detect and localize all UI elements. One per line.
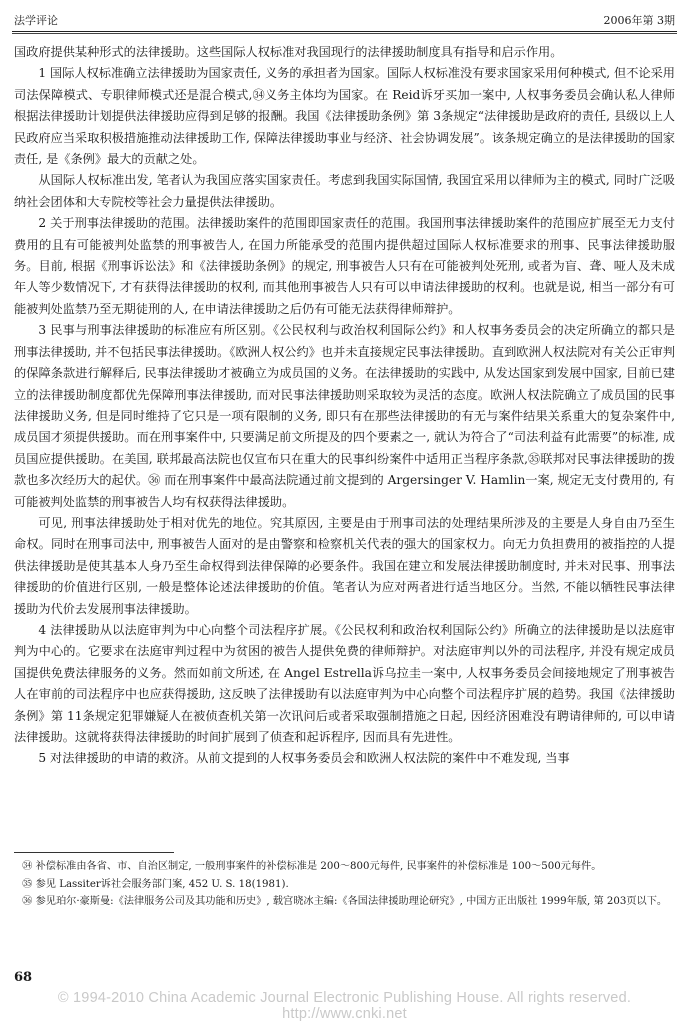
paragraph: 5 对法律援助的申请的救济。从前文提到的人权事务委员会和欧洲人权法院的案件中不难发现, 当事: [38, 751, 570, 766]
footnote: ㊱ 参见珀尔·豪斯曼:《法律服务公司及其功能和历史》, 载宫晓冰主编:《各国法律援助理论研究》, 中国方正出版社 1999年版, 第 203页以下。: [22, 896, 668, 907]
paragraph: 4 法律援助从以法庭审判为中心向整个司法程序扩展。《公民权利和政治权利国际公约》所确立的法律援助是以法庭审判为中心的。它要求在法庭审判过程中为贫困的被告人提供免费的律师辩护。对法庭审判以外的司法程序, 并没有规定成员国提供免费法律服务的义务。然而如前文所述, 在 Angel Estrella诉乌拉圭一案中, 人权事务委员会间接地规定了刑事被告人在审前的司法程序中也应获得援助, 这反映了法律援助有以法庭审判为中心向整个司法程序扩展的趋势。我国《法律援助条例》第 11条规定犯罪嫌疑人在被侦查机关第一次讯问后或者采取强制措施之日起, 因经济困难没有聘请律师的, 可以申请法律援助。这就将获得法律援助的时间扩展到了侦查和起诉程序, 因而具有先进性。: [14, 622, 675, 744]
copyright-watermark: © 1994-2010 China Academic Journal Electronic Publishing House. All rights reserved. http://www.cnki.net: [57, 990, 632, 1022]
issue-label: 2006年第 3期: [603, 14, 675, 27]
page-number: 68: [14, 970, 33, 985]
paragraph: 从国际人权标准出发, 笔者认为我国应落实国家责任。考虑到我国实际国情, 我国宜采用以律师为主的模式, 同时广泛吸纳社会团体和大专院校等社会力量提供法律援助。: [14, 173, 675, 209]
running-header: [14, 8, 675, 28]
footnote: ㉟ 参见 Lassiter诉社会服务部门案, 452 U. S. 18(1981).: [22, 878, 289, 890]
article-body: [14, 42, 675, 770]
paragraph: 国政府提供某种形式的法律援助。这些国际人权标准对我国现行的法律援助制度具有指导和启示作用。: [14, 45, 563, 59]
footnotes: [14, 858, 675, 911]
paragraph: 1 国际人权标准确立法律援助为国家责任, 义务的承担者为国家。国际人权标准没有要求国家采用何种模式, 但不论采用司法保障模式、专职律师模式还是混合模式,㉞义务主体均为国家。在 Reid诉牙买加一案中, 人权事务委员会确认私人律师根据法律援助计划提供法律援助应得到足够的报酬。我国《法律援助条例》第 3条规定“法律援助是政府的责任, 县级以上人民政府应当采取积极措施推动法律援助工作, 保障法律援助事业与经济、社会协调发展”。该条规定确立的是法律援助的国家责任, 是《条例》最大的贡献之处。: [14, 66, 675, 167]
header-rule-thin: [12, 33, 677, 34]
footnote: ㉞ 补偿标准由各省、市、自治区制定, 一般刑事案件的补偿标准是 200～800元每件, 民事案件的补偿标准是 100～500元每件。: [22, 861, 602, 872]
footnote-rule: [14, 852, 174, 853]
paragraph: 2 关于刑事法律援助的范围。法律援助案件的范围即国家责任的范围。我国刑事法律援助案件的范围应扩展至无力支付费用的且有可能被判处监禁的刑事被告人, 在国力所能承受的范围内提供超过国际人权标准要求的刑事、民事法律援助服务。目前, 根据《刑事诉讼法》和《法律援助条例》的规定, 刑事被告人只有在可能被判处死刑, 或者为盲、聋、哑人及未成年人等少数情况下, 才有获得法律援助的权利, 而其他刑事被告人只有可以申请法律援助的权利。也就是说, 相当一部分有可能被判处监禁乃至无期徒刑的人, 在申请法律援助之后仍有可能无法获得律师辩护。: [14, 216, 675, 316]
paragraph: 3 民事与刑事法律援助的标准应有所区别。《公民权利与政治权利国际公约》和人权事务委员会的决定所确立的都只是刑事法律援助, 并不包括民事法律援助。《欧洲人权公约》也并未直接规定民事法律援助。直到欧洲人权法院对有关公正审判的保障条款进行解释后, 民事法律援助才被确立为成员国的义务。在法律援助的实践中, 从发达国家到发展中国家, 目前已建立的法律援助制度都优先保障刑事法律援助, 而对民事法律援助则采取较为灵活的态度。欧洲人权法院确立了成员国的民事法律援助义务, 但是同时维持了它只是一项有限制的义务, 即只有在那些法律援助的有无与案件结果关系重大的复杂案件中, 成员国才须提供援助。而在刑事案件中, 只要满足前文所提及的四个要素之一, 就认为符合了“司法利益有此需要”的标准, 成员国应提供援助。在美国, 联邦最高法院也仅宣布只在重大的民事纠纷案件中适用正当程序条款,㉟联邦对民事法律援助的拨款也多次经历大的起伏。㊱ 而在刑事案件中最高法院通过前文提到的 Argersinger V. Hamlin一案, 规定无支付费用的, 有可能被判处监禁的刑事被告人均有权获得法律援助。: [14, 323, 675, 509]
header-rule: [12, 31, 677, 32]
journal-name: 法学评论: [14, 14, 58, 27]
paragraph: 可见, 刑事法律援助处于相对优先的地位。究其原因, 主要是由于刑事司法的处理结果所涉及的主要是人身自由乃至生命权。同时在刑事司法中, 刑事被告人面对的是由警察和检察机关代表的强大的国家权力。向无力负担费用的被指控的人提供法律援助是使其基本人身乃至生命权得到法律保障的必要条件。我国在建立和发展法律援助制度时, 并未对民事、刑事法律援助的价值进行区别, 一般是整体论述法律援助的价值。笔者认为应对两者进行适当地区分。当然, 不能以牺牲民事法律援助为代价去发展刑事法律援助。: [14, 515, 675, 616]
